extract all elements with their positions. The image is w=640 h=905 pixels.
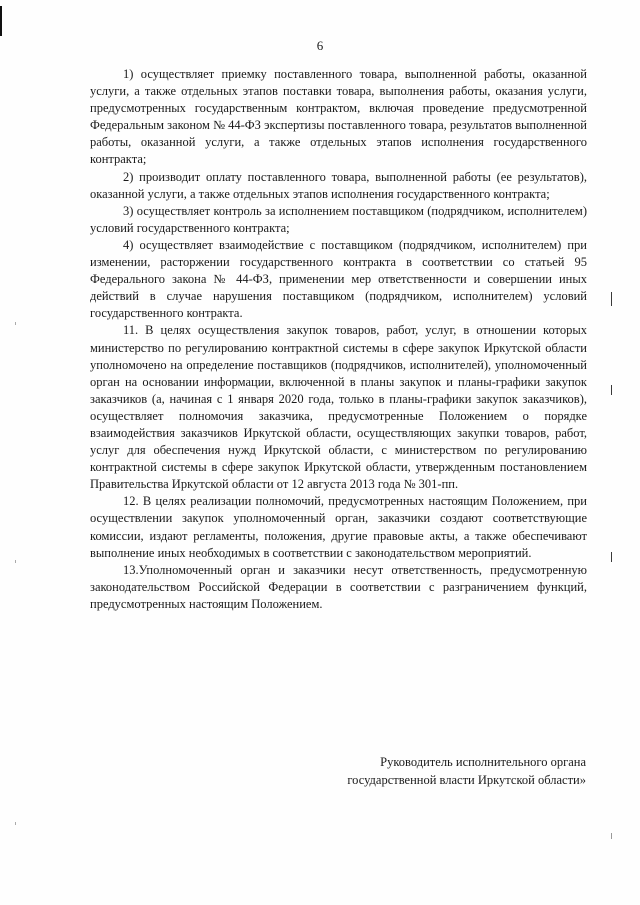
document-body: [90, 66, 587, 613]
paragraph-item-2: 2) производит оплату поставленного товара, выполненной работы (ее результатов), оказанной услуги, а также отдельных этапов исполнения государственного контракта;: [90, 169, 587, 201]
scan-margin-mark: [611, 552, 612, 562]
scan-margin-mark: [15, 560, 16, 563]
signature-title-line-2: государственной власти Иркутской области»: [347, 772, 586, 787]
paragraph-clause-12: 12. В целях реализации полномочий, предусмотренных настоящим Положением, при осуществлении закупок уполномоченный орган, заказчики создают соответствующие комиссии, издают регламенты, положения, другие правовые акты, а также обеспечивают выполнение иных необходимых в соответствии с законодательством мероприятий.: [90, 494, 587, 560]
paragraph-clause-11: 11. В целях осуществления закупок товаров, работ, услуг, в отношении которых министерство по регулированию контрактной системы в сфере закупок Иркутской области уполномочено на определение поставщиков (подрядчиков, исполнителей), уполномоченный орган на основании информации, включенной в планы закупок и планы-графики закупок заказчиков (а, начиная с 1 января 2020 года, только в планы-графики закупок заказчиков), осуществляет полномочия заказчика, предусмотренные Положением о порядке взаимодействия заказчиков Иркутской области, осуществляющих закупки товаров, работ, услуг для обеспечения нужд Иркутской области, с министерством по регулированию контрактной системы в сфере закупок Иркутской области, утвержденным постановлением Правительства Иркутской области от 12 августа 2013 года № 301-пп.: [90, 323, 587, 492]
signature-block: [256, 754, 586, 789]
signature-title-line-1: Руководитель исполнительного органа: [380, 755, 586, 769]
scan-margin-mark: [611, 833, 612, 839]
paragraph-item-4: 4) осуществляет взаимодействие с поставщиком (подрядчиком, исполнителем) при изменении, расторжении государственного контракта в соответствии со статьей 95 Федерального закона № 44-ФЗ, применении мер ответственности и совершении иных действий в случае нарушения поставщиком (подрядчиком, исполнителем) условий государственного контракта.: [90, 237, 587, 321]
scan-margin-mark: [611, 385, 612, 395]
scan-margin-mark: [15, 822, 16, 825]
paragraph-item-1: 1) осуществляет приемку поставленного товара, выполненной работы, оказанной услуги, а также отдельных этапов поставки товара, выполнения работы, оказания услуги, предусмотренных государственным контрактом, включая проведение предусмотренной Федеральным законом № 44-ФЗ экспертизы поставленного товара, результатов выполненной работы, оказанной услуги, а также отдельных этапов исполнения государственного контракта;: [90, 67, 587, 167]
page-number: 6: [316, 38, 324, 53]
scan-margin-mark: [611, 292, 612, 306]
scan-edge-mark: [0, 6, 2, 36]
paragraph-clause-13: 13.Уполномоченный орган и заказчики несут ответственность, предусмотренную законодательством Российской Федерации в соответствии с разграничением функций, предусмотренных настоящим Положением.: [90, 562, 587, 611]
paragraph-item-3: 3) осуществляет контроль за исполнением поставщиком (подрядчиком, исполнителем) условий государственного контракта;: [90, 203, 587, 235]
scan-margin-mark: [15, 322, 16, 325]
